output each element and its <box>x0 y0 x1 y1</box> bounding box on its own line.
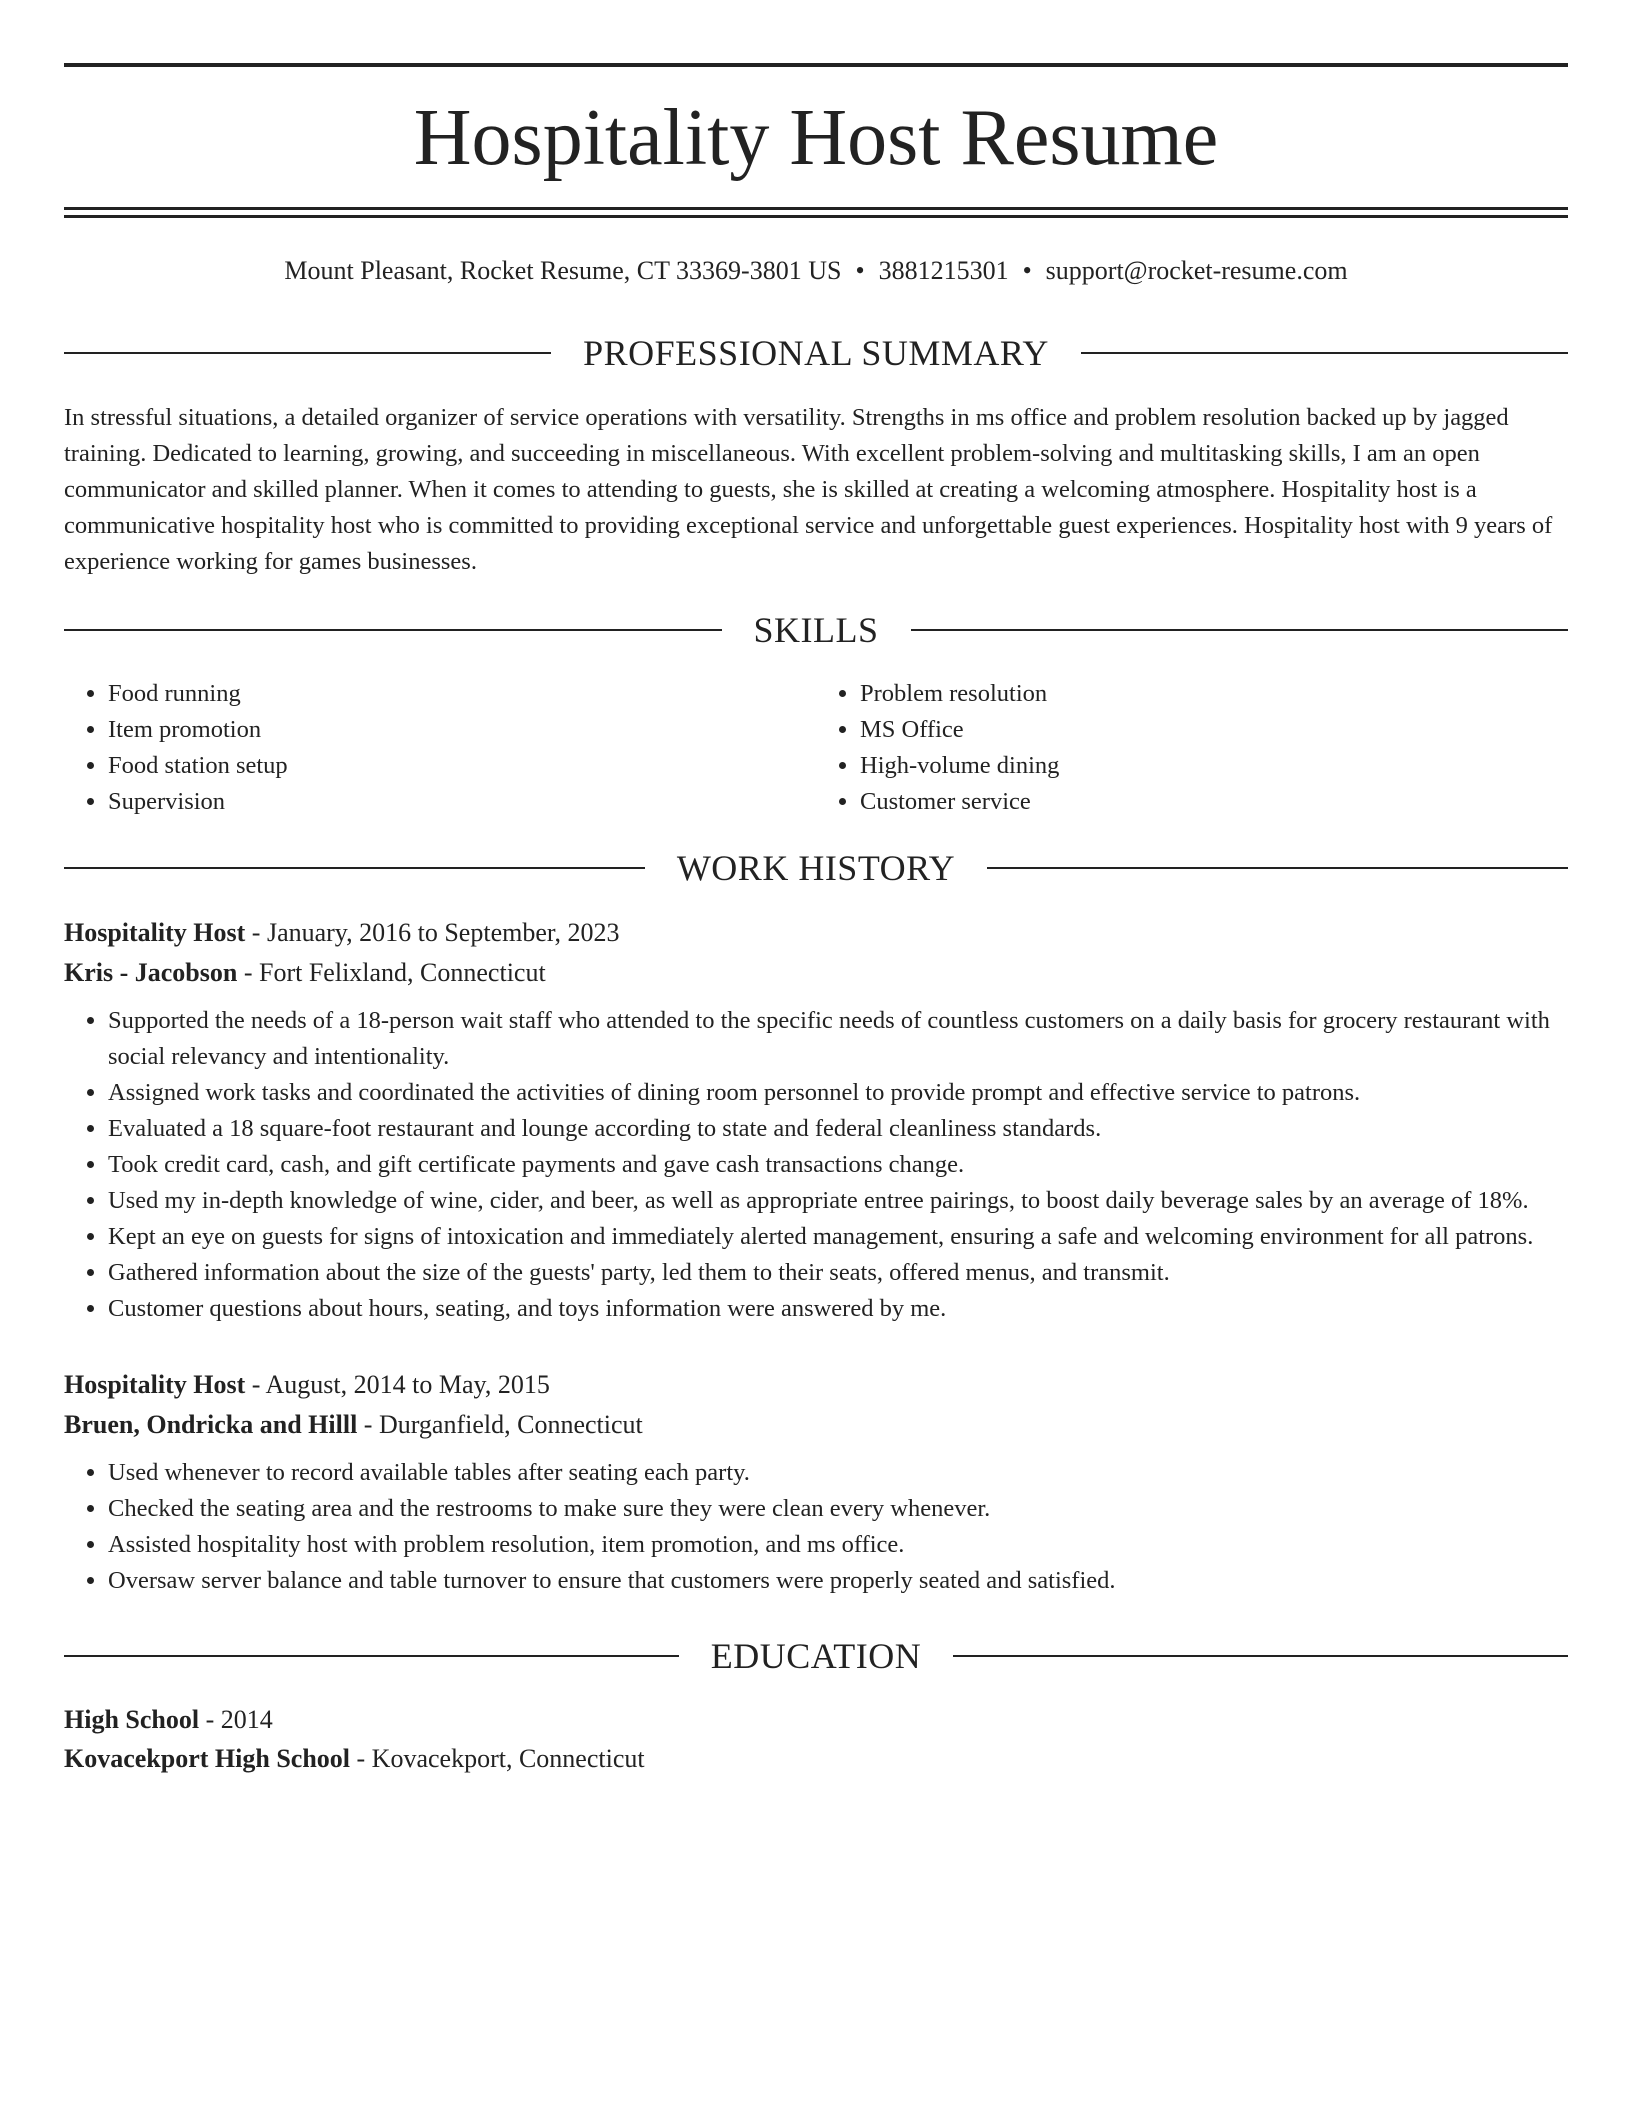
section-title: PROFESSIONAL SUMMARY <box>583 333 1049 373</box>
divider <box>64 1655 679 1657</box>
job-dates: - January, 2016 to September, 2023 <box>245 918 620 947</box>
resume-title: Hospitality Host Resume <box>413 94 1219 182</box>
job-bullet: • Kept an eye on guests for signs of intoxication and immediately alerted management, ensuring a safe and welcoming environment for all patrons. <box>108 1219 1568 1255</box>
job-title-line <box>64 913 1568 953</box>
education-year: - 2014 <box>199 1705 273 1734</box>
divider <box>911 629 1569 631</box>
contact-address: Mount Pleasant, Rocket Resume, CT 33369-3801 US <box>284 256 842 285</box>
summary-text: In stressful situations, a detailed organizer of service operations with versatility. Strengths in ms office and problem resolution backed up by jagged training. Dedicated to learning, growing, and succeeding in miscellaneous. With excellent problem-solving and multitasking skills, I am an open communicator and skilled planner. When it comes to attending to guests, she is skilled at creating a welcoming atmosphere. Hospitality host is a communicative hospitality host who is committed to providing exceptional service and unforgettable guest experiences. Hospitality host with 9 years of experience working for games businesses. <box>64 404 1553 575</box>
job-company: Bruen, Ondricka and Hilll <box>64 1410 358 1439</box>
divider <box>64 352 551 354</box>
section-title: SKILLS <box>753 610 879 650</box>
job-bullet: • Oversaw server balance and table turnover to ensure that customers were properly seated and satisfied. <box>108 1563 1568 1599</box>
job-company-line <box>64 1405 1568 1445</box>
divider <box>953 1655 1568 1657</box>
job-company: Kris - Jacobson <box>64 958 238 987</box>
job-location: - Durganfield, Connecticut <box>357 1410 643 1439</box>
job-bullet: • Assisted hospitality host with problem resolution, item promotion, and ms office. <box>108 1527 1568 1563</box>
job-bullet: • Checked the seating area and the restrooms to make sure they were clean every whenever. <box>108 1491 1568 1527</box>
section-heading-skills <box>64 608 1568 652</box>
skill-item: • High-volume dining <box>860 748 1568 784</box>
skill-item: • Problem resolution <box>860 676 1568 712</box>
section-title: WORK HISTORY <box>676 848 956 888</box>
skill-item: • Customer service <box>860 784 1568 820</box>
skill-item: • Food running <box>108 676 816 712</box>
education-school: Kovacekport High School <box>64 1744 351 1773</box>
education-entry <box>64 1700 1568 1778</box>
job-bullet: • Assigned work tasks and coordinated the activities of dining room personnel to provide prompt and effective service to patrons. <box>108 1075 1568 1111</box>
education-location: - Kovacekport, Connecticut <box>350 1744 645 1773</box>
skills-column-left <box>64 676 816 820</box>
job-company-line <box>64 953 1568 993</box>
section-heading-education <box>64 1634 1568 1678</box>
divider <box>64 867 645 869</box>
section-title: EDUCATION <box>710 1636 922 1676</box>
job-bullet: • Used whenever to record available tables after seating each party. <box>108 1455 1568 1491</box>
divider <box>987 867 1568 869</box>
job-bullet: • Took credit card, cash, and gift certificate payments and gave cash transactions change. <box>108 1147 1568 1183</box>
skills-column-right <box>816 676 1568 820</box>
education-degree-line <box>64 1700 1568 1739</box>
job-role: Hospitality Host <box>64 918 246 947</box>
job-bullets <box>64 1455 1568 1599</box>
education-school-line <box>64 1739 1568 1778</box>
job-entry <box>64 1365 1568 1599</box>
job-bullet: • Used my in-depth knowledge of wine, cider, and beer, as well as appropriate entree pairings, to boost daily beverage sales by an average of 18%. <box>108 1183 1568 1219</box>
contact-line <box>64 254 1568 288</box>
job-bullet: • Supported the needs of a 18-person wait staff who attended to the specific needs of countless customers on a daily basis for grocery restaurant with social relevancy and intentionality. <box>108 1003 1568 1075</box>
title-rule-upper <box>64 207 1568 210</box>
skills-list <box>64 676 1568 820</box>
job-entry <box>64 913 1568 1327</box>
job-bullet: • Evaluated a 18 square-foot restaurant and lounge according to state and federal cleanliness standards. <box>108 1111 1568 1147</box>
contact-separator: • <box>855 256 865 285</box>
education-degree: High School <box>64 1705 200 1734</box>
divider <box>1081 352 1568 354</box>
job-dates: - August, 2014 to May, 2015 <box>245 1370 550 1399</box>
section-heading-summary <box>64 331 1568 375</box>
contact-email: support@rocket-resume.com <box>1045 256 1348 285</box>
section-heading-work <box>64 846 1568 890</box>
job-title-line <box>64 1365 1568 1405</box>
top-rule <box>64 63 1568 67</box>
job-role: Hospitality Host <box>64 1370 246 1399</box>
contact-phone: 3881215301 <box>878 256 1009 285</box>
job-bullets <box>64 1003 1568 1327</box>
skill-item: • Item promotion <box>108 712 816 748</box>
contact-separator: • <box>1022 256 1032 285</box>
job-bullet: • Customer questions about hours, seating, and toys information were answered by me. <box>108 1291 1568 1327</box>
job-location: - Fort Felixland, Connecticut <box>237 958 546 987</box>
skill-item: • Supervision <box>108 784 816 820</box>
skill-item: • MS Office <box>860 712 1568 748</box>
job-bullet: • Gathered information about the size of the guests' party, led them to their seats, offered menus, and transmit. <box>108 1255 1568 1291</box>
skill-item: • Food station setup <box>108 748 816 784</box>
divider <box>64 629 722 631</box>
title-rule-lower <box>64 215 1568 218</box>
